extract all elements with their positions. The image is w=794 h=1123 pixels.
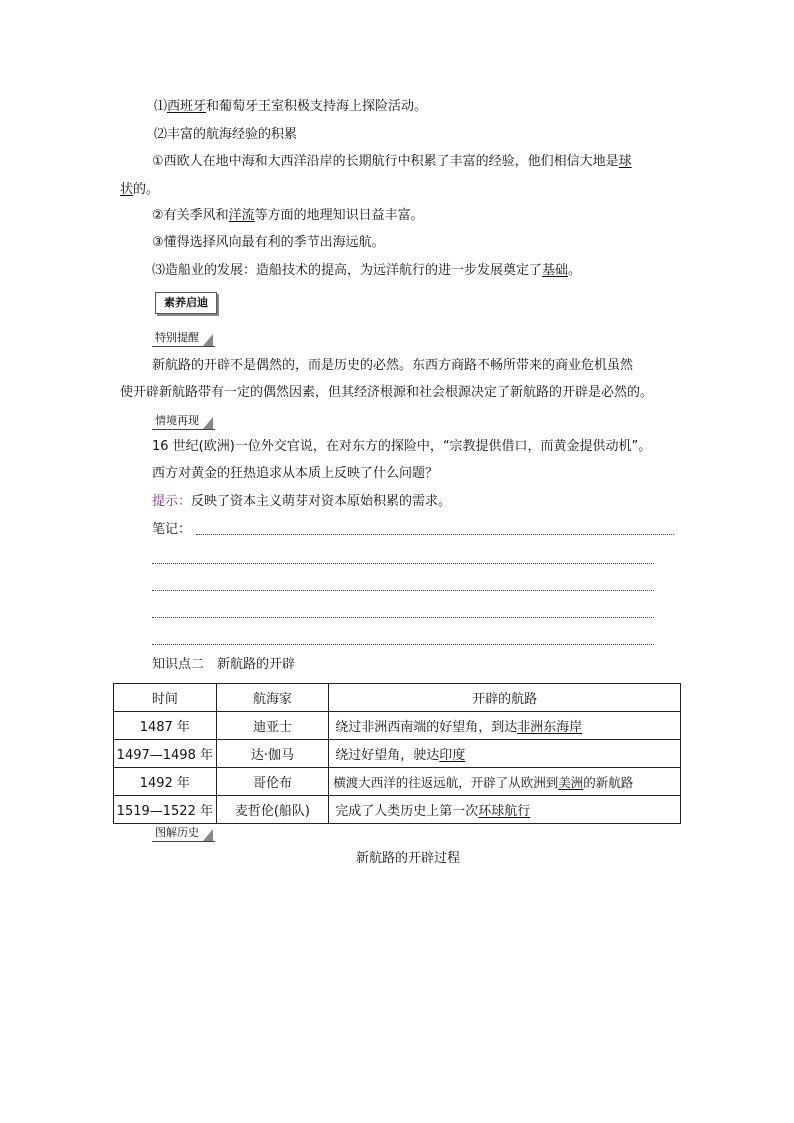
para-3-line-2 xyxy=(120,181,159,199)
tag-special-reminder: 特别提醒 xyxy=(152,331,215,347)
para-3-text-2: 的。 xyxy=(133,182,160,197)
table-row xyxy=(114,768,681,796)
route-text: 绕过好望角，驶达 xyxy=(335,748,440,763)
header-time: 时间 xyxy=(114,684,217,712)
hint-label: 提示： xyxy=(152,494,192,509)
para-3-underlined: 球 xyxy=(618,154,632,169)
cell-navigator: 麦哲伦(船队) xyxy=(216,796,329,824)
notes-line-4[interactable] xyxy=(152,617,654,618)
para-1-text: 和葡萄牙王室积极支持海上探险活动。 xyxy=(206,99,428,114)
scene-line-2: 西方对黄金的狂热追求从本质上反映了什么问题？ xyxy=(152,466,439,481)
cell-time: 1492 年 xyxy=(114,768,217,796)
routes-table xyxy=(113,683,681,824)
cell-time: 1487 年 xyxy=(114,712,217,740)
para-2: ⑵丰富的航海经验的积累 xyxy=(154,127,298,142)
cell-time: 1519—1522 年 xyxy=(114,796,217,824)
route-underlined: 美洲 xyxy=(558,774,584,790)
section-title: 知识点二 新航路的开辟 xyxy=(152,657,296,672)
notes-line-2[interactable] xyxy=(152,563,654,564)
hint xyxy=(152,493,451,511)
notes-label: 笔记： xyxy=(152,522,192,537)
para-1-num: ⑴ xyxy=(154,99,168,114)
para-4-text-2: 等方面的地理知识日益丰富。 xyxy=(254,208,424,223)
para-5: ③懂得选择风向最有利的季节出海远航。 xyxy=(152,235,385,250)
cell-navigator: 达·伽马 xyxy=(216,740,329,768)
route-underlined: 非洲东海岸 xyxy=(517,720,583,735)
cell-navigator: 哥伦布 xyxy=(216,768,329,796)
para-6-underlined: 基础 xyxy=(542,263,569,278)
table-header-row xyxy=(114,684,681,712)
hint-text: 反映了资本主义萌芽对资本原始积累的需求。 xyxy=(191,494,452,509)
table-row xyxy=(114,712,681,740)
route-text: 横渡大西洋的往返远航，开辟了从欧洲到 xyxy=(333,774,559,790)
route-text-2: 的新航路 xyxy=(583,774,634,790)
para-3-text: ①西欧人在地中海和大西洋沿岸的长期航行中积累了丰富的经验，他们相信大地是 xyxy=(152,154,619,169)
para-6 xyxy=(152,262,581,280)
tip-line-1: 新航路的开辟不是偶然的，而是历史的必然。东西方商路不畅所带来的商业危机虽然 xyxy=(152,358,634,373)
cell-route xyxy=(329,768,681,796)
cell-route xyxy=(329,712,681,740)
tip-line-2: 使开辟新航路带有一定的偶然因素，但其经济根源和社会根源决定了新航路的开辟是必然的。 xyxy=(120,385,654,400)
notes-line-3[interactable] xyxy=(152,590,654,591)
header-route: 开辟的航路 xyxy=(329,684,681,712)
para-3-underlined-2: 状 xyxy=(120,182,134,197)
route-underlined: 环球航行 xyxy=(478,804,531,819)
route-underlined: 印度 xyxy=(439,748,466,763)
notes-line-1[interactable] xyxy=(196,534,674,535)
para-4 xyxy=(152,207,424,225)
figure-caption: 新航路的开辟过程 xyxy=(356,851,461,866)
tag-illustrated-history: 图解历史 xyxy=(152,826,215,842)
table-row xyxy=(114,740,681,768)
para-3-line-1 xyxy=(152,153,632,171)
route-text: 绕过非洲西南端的好望角，到达 xyxy=(335,720,518,735)
tag-scenario: 情境再现 xyxy=(152,414,215,430)
cell-route xyxy=(329,740,681,768)
para-1-underlined: 西班牙 xyxy=(167,99,207,114)
header-navigator: 航海家 xyxy=(216,684,329,712)
cell-route xyxy=(329,796,681,824)
scene-line-1: 16 世纪(欧洲)一位外交官说，在对东方的探险中，“宗教提供借口，而黄金提供动机”。 xyxy=(152,439,652,454)
para-4-text: ②有关季风和 xyxy=(152,208,229,223)
section-badge: 素养启迪 xyxy=(155,292,217,314)
table-row xyxy=(114,796,681,824)
cell-time: 1497—1498 年 xyxy=(114,740,217,768)
para-6-text: ⑶造船业的发展：造船技术的提高，为远洋航行的进一步发展奠定了 xyxy=(152,263,543,278)
cell-navigator: 迪亚士 xyxy=(216,712,329,740)
para-6-text-2: 。 xyxy=(568,263,582,278)
para-1 xyxy=(154,98,427,116)
notes-line-5[interactable] xyxy=(152,644,654,645)
route-text: 完成了人类历史上第一次 xyxy=(335,804,479,819)
para-4-underlined: 洋流 xyxy=(228,208,255,223)
